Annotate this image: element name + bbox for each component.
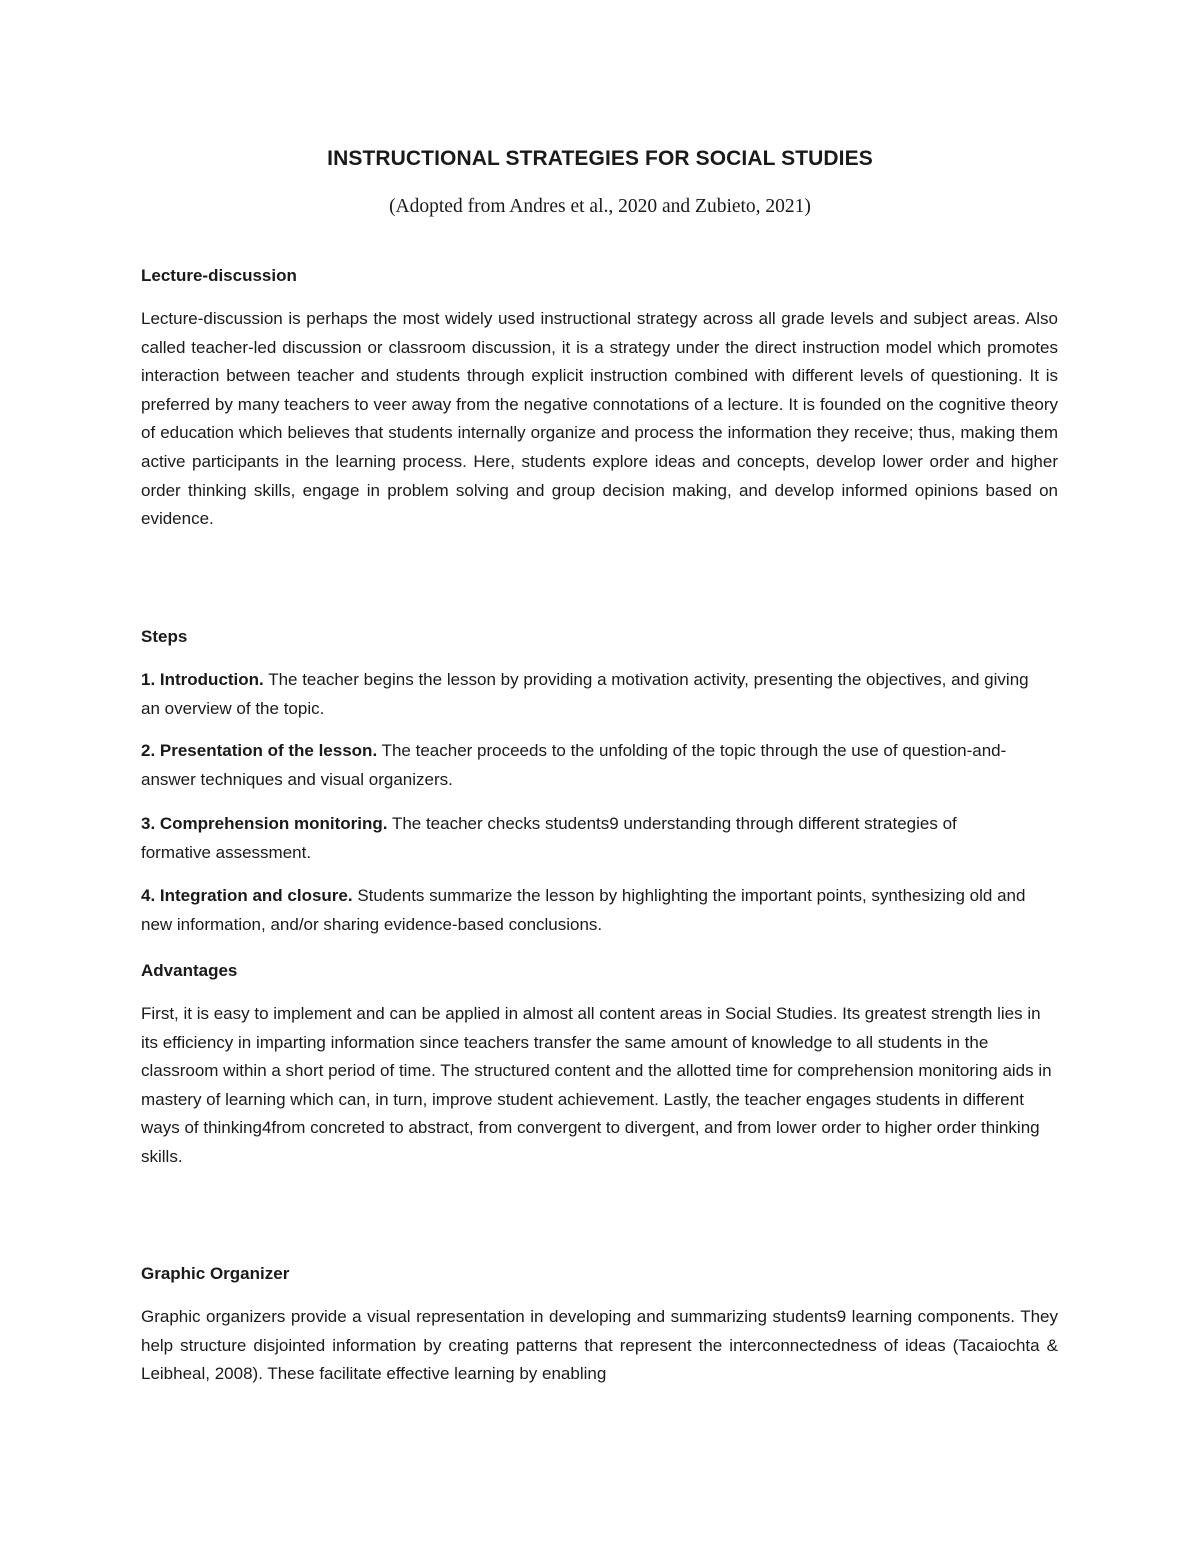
advantages-paragraph: First, it is easy to implement and can be applied in almost all content areas in Social Studies. Its greatest strength lies in its efficiency in imparting information since teachers transfer the same amount of knowledge to all students in the classroom within a short period of time. The structured content and the allotted time for comprehension monitoring aids in mastery of learning which can, in turn, improve student achievement. Lastly, the teacher engages students in different ways of thinking4from concreted to abstract, from convergent to divergent, and from lower order to higher order thinking skills. xyxy=(141,1004,1052,1166)
step-item-presentation xyxy=(141,737,1031,794)
lecture-discussion-paragraph: Lecture-discussion is perhaps the most widely used instructional strategy across all grade levels and subject areas. Also called teacher-led discussion or classroom discussion, it is a strategy under the direct instruction model which promotes interaction between teacher and students through explicit instruction combined with different levels of questioning. It is preferred by many teachers to veer away from the negative connotations of a lecture. It is founded on the cognitive theory of education which believes that students internally organize and process the information they receive; thus, making them active participants in the learning process. Here, students explore ideas and concepts, develop lower order and higher order thinking skills, engage in problem solving and group decision making, and develop informed opinions based on evidence. xyxy=(141,309,1058,529)
document-subtitle: (Adopted from Andres et al., 2020 and Zubieto, 2021) xyxy=(389,196,811,217)
step-item-introduction xyxy=(141,666,1031,723)
step-text: Students summarize the lesson by highlighting the important points, synthesizing old and new information, and/or sharing evidence-based conclusions. xyxy=(141,886,1026,934)
step-text: The teacher checks students9 understanding through different strategies of formative assessment. xyxy=(141,814,957,862)
document-title: INSTRUCTIONAL STRATEGIES FOR SOCIAL STUDIES xyxy=(327,147,873,170)
graphic-organizer-paragraph: Graphic organizers provide a visual representation in developing and summarizing students9 learning components. They help structure disjointed information by creating patterns that represent the interconnectedness of ideas (Tacaiochta & Leibheal, 2008). These facilitate effective learning by enabling xyxy=(141,1307,1058,1384)
step-item-integration-closure xyxy=(141,882,1031,939)
step-item-comprehension-monitoring xyxy=(141,810,1031,867)
step-label: 1. Introduction. xyxy=(141,670,264,689)
step-label: 4. Integration and closure. xyxy=(141,886,353,905)
section-heading-advantages: Advantages xyxy=(141,961,238,980)
step-text: The teacher proceeds to the unfolding of the topic through the use of question-and-answer techniques and visual organizers. xyxy=(141,741,1007,789)
section-heading-steps: Steps xyxy=(141,627,188,646)
section-heading-graphic-organizer: Graphic Organizer xyxy=(141,1264,290,1283)
section-heading-lecture-discussion: Lecture-discussion xyxy=(141,266,297,285)
step-label: 3. Comprehension monitoring. xyxy=(141,814,388,833)
step-text: The teacher begins the lesson by providing a motivation activity, presenting the objectives, and giving an overview of the topic. xyxy=(141,670,1029,718)
step-label: 2. Presentation of the lesson. xyxy=(141,741,378,760)
